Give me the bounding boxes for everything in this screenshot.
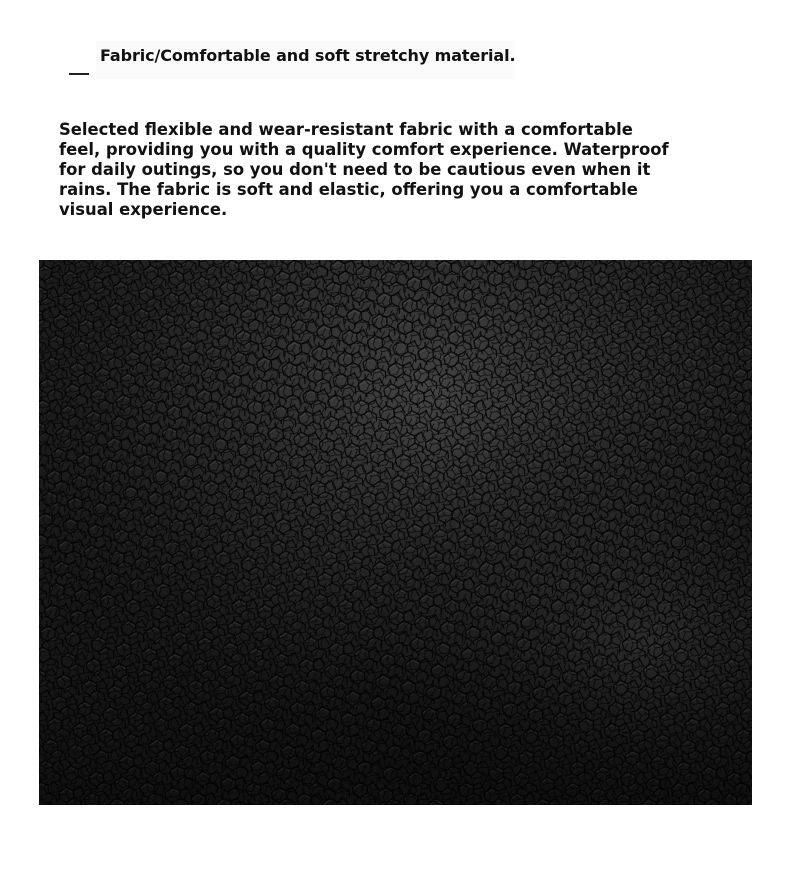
fabric-description: Selected flexible and wear-resistant fabric with a comfortable feel, providing you with a quality comfort experience. Waterproof for daily outings, so you don't need to be cautious even when it rains. The fabric is soft and elastic, offering you a comfortable visual experience. <box>59 120 669 219</box>
leather-texture-image <box>39 260 752 805</box>
heading-dash-marker <box>69 73 89 75</box>
section-heading: Fabric/Comfortable and soft stretchy material. <box>100 46 516 65</box>
